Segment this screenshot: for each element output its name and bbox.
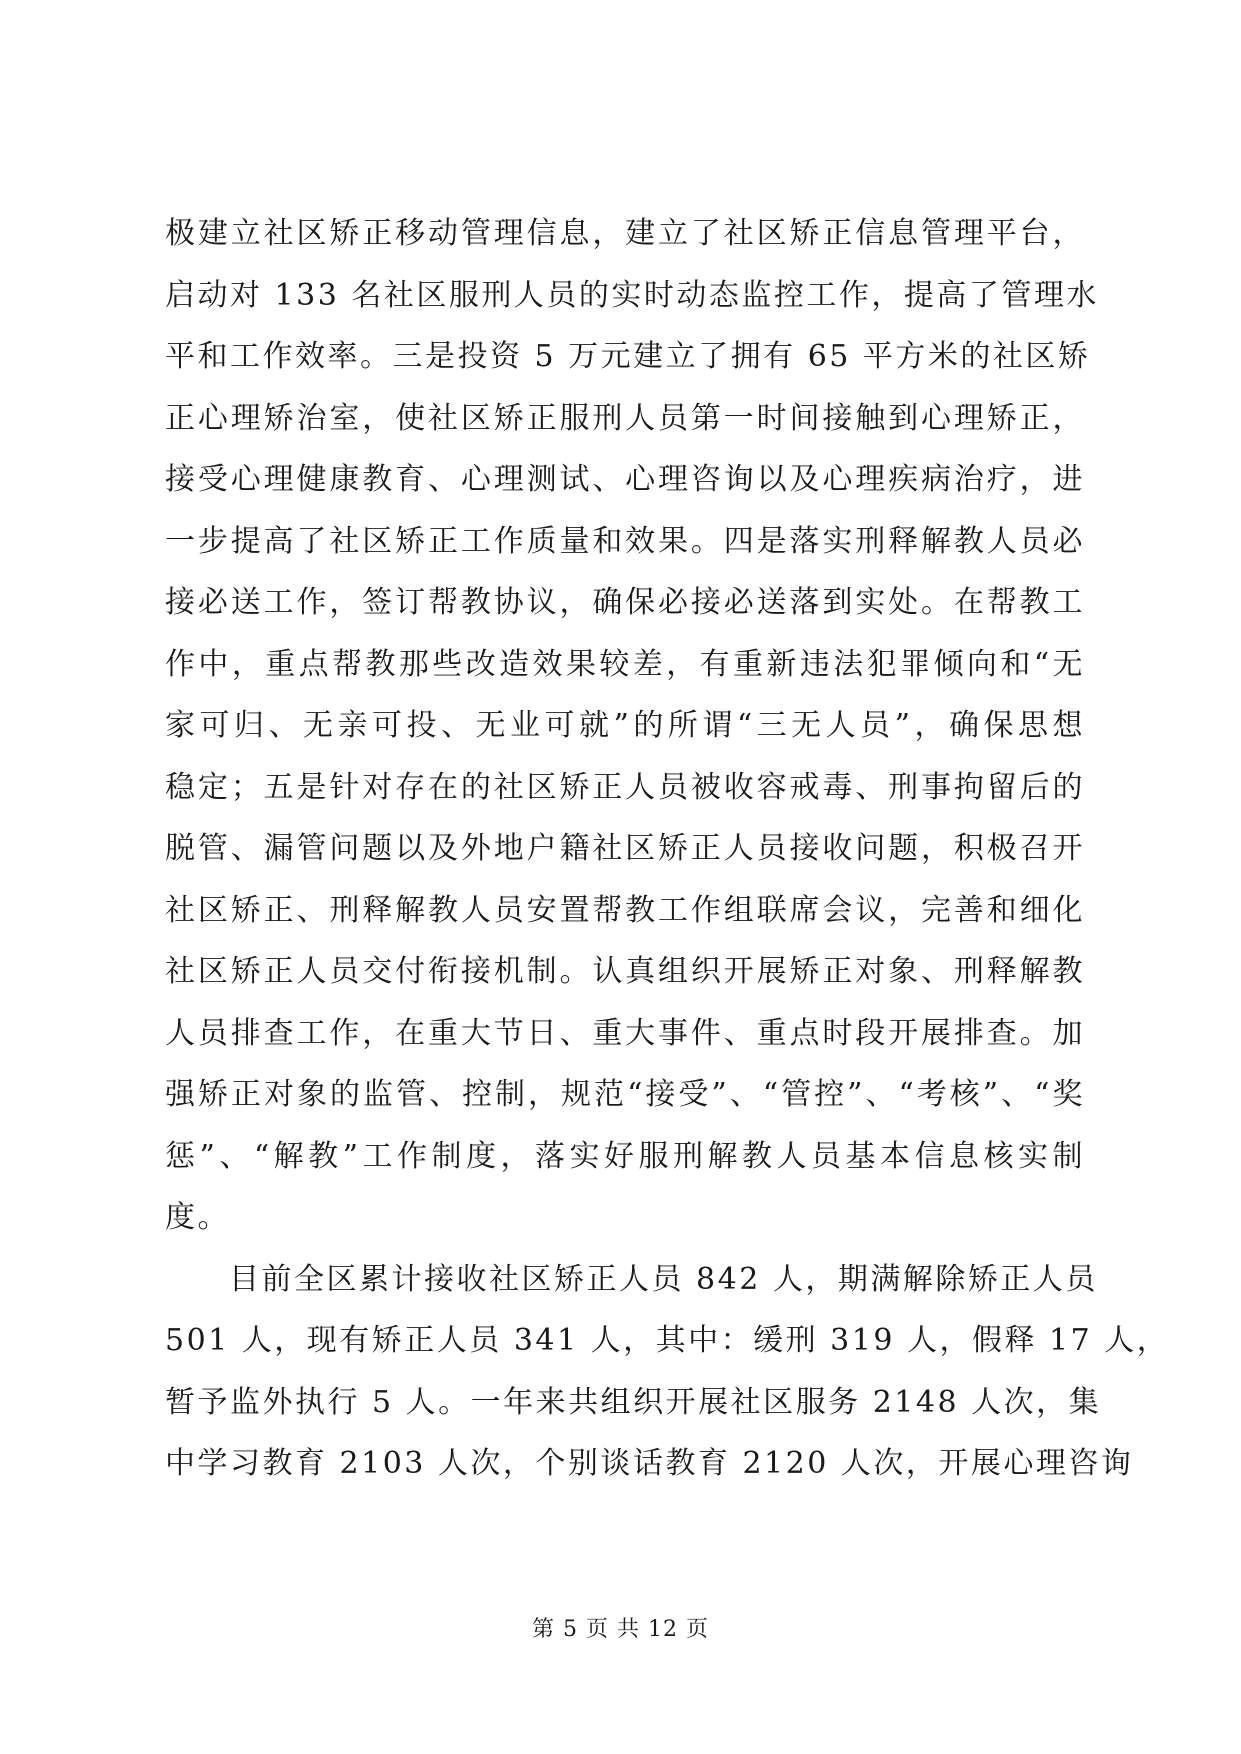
text-line: 稳定；五是针对存在的社区矫正人员被收容戒毒、刑事拘留后的 bbox=[165, 769, 1085, 805]
text-line: 惩”、“解教”工作制度，落实好服刑解教人员基本信息核实制 bbox=[165, 1138, 1085, 1174]
text-line: 作中，重点帮教那些改造效果较差，有重新违法犯罪倾向和“无 bbox=[165, 646, 1085, 682]
text-line: 接受心理健康教育、心理测试、心理咨询以及心理疾病治疗，进 bbox=[165, 462, 1085, 497]
body-text bbox=[165, 203, 1170, 1495]
text-line: 接必送工作，签订帮教协议，确保必接必送落到实处。在帮教工 bbox=[165, 585, 1085, 620]
text-line: 平和工作效率。三是投资 5 万元建立了拥有 65 平方米的社区矫 bbox=[165, 339, 1091, 374]
paragraph-first-line: 目前全区累计接收社区矫正人员 842 人，期满解除矫正人员 bbox=[229, 1261, 1098, 1297]
text-line: 强矫正对象的监管、控制，规范“接受”、“管控”、“考核”、“奖 bbox=[165, 1077, 1085, 1112]
text-line: 极建立社区矫正移动管理信息，建立了社区矫正信息管理平台， bbox=[165, 216, 1085, 251]
text-line: 脱管、漏管问题以及外地户籍社区矫正人员接收问题，积极召开 bbox=[165, 831, 1085, 866]
text-line: 一步提高了社区矫正工作质量和效果。四是落实刑释解教人员必 bbox=[165, 523, 1085, 559]
text-line: 正心理矫治室，使社区矫正服刑人员第一时间接触到心理矫正， bbox=[165, 400, 1085, 436]
text-line: 家可归、无亲可投、无业可就”的所谓“三无人员”，确保思想 bbox=[165, 708, 1085, 743]
text-line: 社区矫正人员交付衔接机制。认真组织开展矫正对象、刑释解教 bbox=[165, 954, 1085, 989]
text-line: 暂予监外执行 5 人。一年来共组织开展社区服务 2148 人次，集 bbox=[165, 1384, 1102, 1420]
text-line: 人员排查工作，在重大节日、重大事件、重点时段开展排查。加 bbox=[165, 1015, 1085, 1051]
text-line: 启动对 133 名社区服刑人员的实时动态监控工作，提高了管理水 bbox=[165, 277, 1099, 313]
text-line: 社区矫正、刑释解教人员安置帮教工作组联席会议，完善和细化 bbox=[165, 892, 1085, 928]
text-line: 501 人，现有矫正人员 341 人，其中：缓刑 319 人，假释 17 人， bbox=[165, 1323, 1170, 1358]
page-number-footer: 第 5 页 共 12 页 bbox=[532, 1617, 709, 1642]
text-line: 中学习教育 2103 人次，个别谈话教育 2120 人次，开展心理咨询 bbox=[165, 1446, 1134, 1481]
text-line: 度。 bbox=[165, 1200, 230, 1235]
